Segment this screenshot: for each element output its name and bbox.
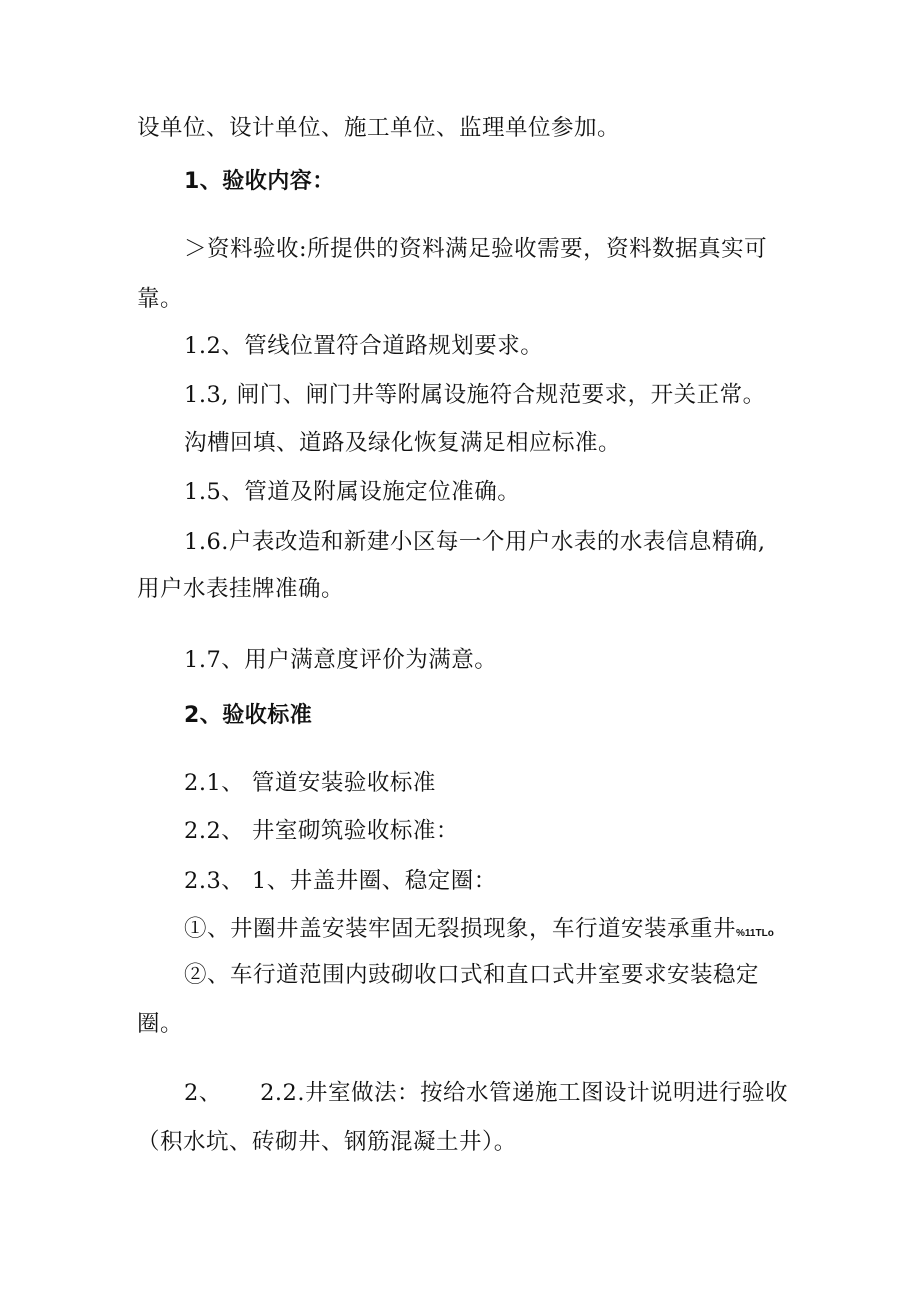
section-heading-acceptance-standard: 2、验收标准 (184, 703, 313, 728)
section-heading-acceptance-content: 1、验收内容： (184, 169, 335, 194)
paragraph-line: 1.7、用户满意度评价为满意。 (184, 647, 498, 673)
paragraph-line: （积水坑、砖砌井、钢筋混凝土井）。 (137, 1129, 517, 1155)
paragraph-line: 1.2、管线位置符合道路规划要求。 (184, 333, 544, 359)
paragraph-line: 沟槽回填、道路及绿化恢复满足相应标准。 (184, 430, 622, 456)
paragraph-line: 1.5、管道及附属设施定位准确。 (184, 479, 521, 505)
paragraph-line: 靠。 (137, 286, 184, 312)
paragraph-line: 2.2、 井室砌筑验收标准： (184, 818, 459, 844)
paragraph-line: 圈。 (137, 1011, 184, 1037)
paragraph-line: 设单位、设计单位、施工单位、监理单位参加。 (137, 115, 621, 141)
paragraph-line: 2、 2.2.井室做法：按给水管递施工图设计说明进行验收 (184, 1080, 789, 1106)
paragraph-line: ＞资料验收:所提供的资料满足验收需要，资料数据真实可 (184, 236, 768, 262)
paragraph-line: 2.3、 1、井盖井圈、稳定圈： (184, 868, 497, 894)
paragraph-line: ②、车行道范围内豉砌收口式和直口式井室要求安装稳定 (184, 962, 760, 988)
paragraph-text: ①、井圈井盖安装牢固无裂损现象，车行道安装承重井 (184, 916, 737, 942)
paragraph-line: 1.3, 闸门、闸门井等附属设施符合规范要求，开关正常。 (184, 382, 766, 408)
paragraph-line (184, 914, 774, 949)
paragraph-line: 2.1、 管道安装验收标准 (184, 770, 436, 796)
paragraph-line: 1.6.户表改造和新建小区每一个用户水表的水表信息精确, (184, 529, 766, 555)
garbled-suffix: %11TLo (736, 928, 774, 939)
paragraph-line: 用户水表挂牌准确。 (137, 576, 345, 602)
